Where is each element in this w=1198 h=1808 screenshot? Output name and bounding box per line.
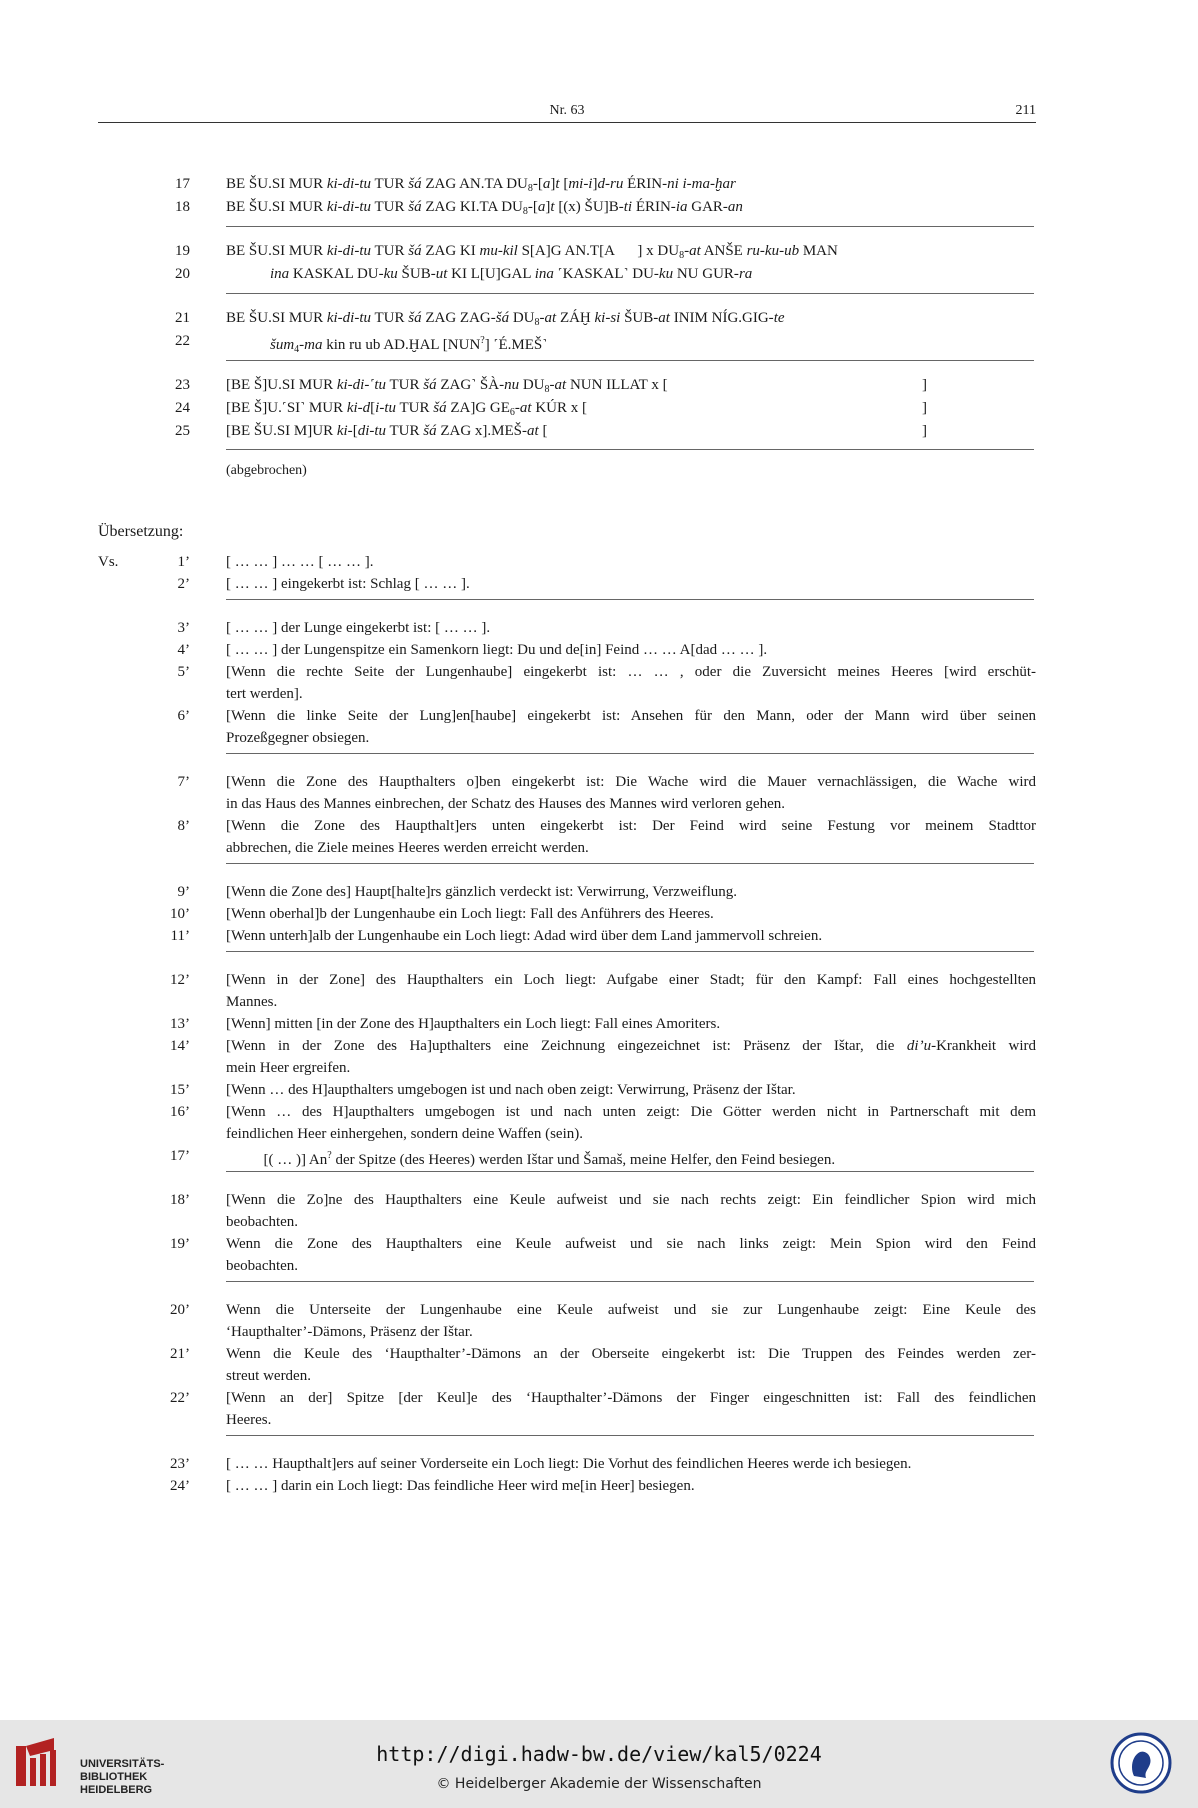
translation-line-number: 19’ <box>170 1236 190 1252</box>
translation-line: [Wenn die rechte Seite der Lungenhaube] eingekerbt ist: … … , oder die Zuversicht meines Heeres [wird erschüt- <box>226 664 1036 680</box>
translation-line: [ … … Haupthalt]ers auf seiner Vorderseite ein Loch liegt: Die Vorhut des feindlichen Heeres werde ich besiegen. <box>226 1456 912 1472</box>
translation-line-number: 15’ <box>170 1082 190 1098</box>
translation-line: [Wenn die Zo]ne des Haupthalters eine Keule aufweist und sie nach rechts zeigt: Ein feindlicher Spion wird mich <box>226 1192 1036 1208</box>
translation-line: Wenn die Unterseite der Lungenhaube eine Keule aufweist und sie zur Lungenhaube zeigt: Eine Keule des <box>226 1302 1036 1318</box>
transliteration-line: BE ŠU.SI MUR ki-di-tu TUR šá ZAG KI mu-kil S[A]G AN.T[A ] x $DU_8-at$ ANŠE ru-ku-ub MAN <box>226 243 838 261</box>
translation-line-number: 18’ <box>170 1192 190 1208</box>
translation-line: [Wenn in der Zone] des Haupthalters ein Loch liegt: Aufgabe einer Stadt; für den Kampf: Fall eines hochgestellten <box>226 972 1036 988</box>
translation-line: tert werden]. <box>226 686 303 702</box>
academy-seal-icon <box>1110 1732 1172 1794</box>
translation-line-number: 22’ <box>170 1390 190 1406</box>
translation-line: [ … … ] darin ein Loch liegt: Das feindliche Heer wird me[in Heer] besiegen. <box>226 1478 695 1494</box>
translation-line-number: 14’ <box>170 1038 190 1054</box>
translation-line: [ … … ] der Lunge eingekerbt ist: [ … … ]. <box>226 620 491 636</box>
section-title: Übersetzung: <box>98 523 184 540</box>
translation-line-number: 20’ <box>170 1302 190 1318</box>
transliteration-line: šum$_4$-ma kin ru ub AD.ḪAL [NUN?] ˹É.MEŠ˺ <box>270 335 548 355</box>
translation-line: beobachten. <box>226 1214 299 1230</box>
translation-line-number: 6’ <box>177 708 190 724</box>
line-number: 24 <box>175 400 190 416</box>
translation-line: [Wenn unterh]alb der Lungenhaube ein Loch liegt: Adad wird über dem Land jammervoll schreien. <box>226 928 823 944</box>
page-number: 211 <box>1015 103 1036 118</box>
line-number: 21 <box>175 310 190 326</box>
translation-line-number: 1’ <box>177 554 190 570</box>
translation-line: Prozeßgegner obsiegen. <box>226 730 370 746</box>
section-divider <box>226 449 1034 450</box>
transliteration-line: [BE Š]U.SI MUR ki-di-˹tu TUR šá ZAG˺ ŠÀ-nu $DU_8-at$ NUN ILLAT x [ <box>226 377 668 395</box>
translation-line: [Wenn die Zone des Haupthalters o]ben eingekerbt ist: Die Wache wird die Mauer vernachlässigen, die Wache wird <box>226 774 1036 790</box>
transliteration-line: [BE Š]U.˹SI˺ MUR ki-d[i-tu TUR šá ZA]G $GE_6-at$ KÚR x [ <box>226 400 588 418</box>
line-number: 22 <box>175 333 190 349</box>
translation-line: [Wenn … des H]aupthalters umgebogen ist und nach oben zeigt: Verwirrung, Präsenz der Ištar. <box>226 1082 796 1098</box>
section-divider <box>226 1281 1034 1282</box>
translation-line-number: 12’ <box>170 972 190 988</box>
translation-line-number: 3’ <box>177 620 190 636</box>
translation-line: mein Heer ergreifen. <box>226 1060 351 1076</box>
transliteration-line: BE ŠU.SI MUR ki-di-tu TUR šá ZAG AN.TA $DU_8-[a]t$ [mi-i]d-ru ÉRIN-ni i-ma-ḫar <box>226 176 736 194</box>
closing-bracket: ] <box>922 377 927 393</box>
translation-line: [ … … ] eingekerbt ist: Schlag [ … … ]. <box>226 576 470 592</box>
running-header <box>98 103 1036 123</box>
line-number: 19 <box>175 243 190 259</box>
translation-line: [Wenn] mitten [in der Zone des H]aupthalters ein Loch liegt: Fall eines Amoriters. <box>226 1016 721 1032</box>
translation-line: [Wenn die Zone des Haupthalt]ers unten eingekerbt ist: Der Feind wird seine Festung vor meinem Stadttor <box>226 818 1036 834</box>
translation-line-number: 21’ <box>170 1346 190 1362</box>
translation-line-number: 10’ <box>170 906 190 922</box>
side-label: Vs. <box>98 554 119 570</box>
translation-line: abbrechen, die Ziele meines Heeres werden erreicht werden. <box>226 840 589 856</box>
translation-line-number: 24’ <box>170 1478 190 1494</box>
translation-line: Wenn die Zone des Haupthalters eine Keule aufweist und sie nach links zeigt: Mein Spion wird den Feind <box>226 1236 1036 1252</box>
translation-line: ‘Haupthalter’-Dämons, Präsenz der Ištar. <box>226 1324 473 1340</box>
line-number: 25 <box>175 423 190 439</box>
translation-line: Wenn die Keule des ‘Haupthalter’-Dämons an der Oberseite eingekerbt ist: Die Truppen des Feindes werden zer- <box>226 1346 1036 1362</box>
line-number: 18 <box>175 199 190 215</box>
translation-line: Mannes. <box>226 994 278 1010</box>
closing-bracket: ] <box>922 400 927 416</box>
line-number: 20 <box>175 266 190 282</box>
translation-line-number: 13’ <box>170 1016 190 1032</box>
transliteration-line: ina KASKAL DU-ku ŠUB-ut KI L[U]GAL ina ˹KASKAL˺ DU-ku NU GUR-ra <box>270 266 753 282</box>
translation-line: [Wenn die linke Seite der Lung]en[haube] eingekerbt ist: Ansehen für den Mann, oder der Mann wird über seinen <box>226 708 1036 724</box>
translation-line: [Wenn in der Zone des Ha]upthalters eine Zeichnung eingezeichnet ist: Präsenz der Ištar, die di’u-Krankheit wird <box>226 1038 1037 1054</box>
section-divider <box>226 863 1034 864</box>
abgebrochen-note: (abgebrochen) <box>226 463 307 478</box>
copyright-notice: © Heidelberger Akademie der Wissenschaften <box>436 1776 762 1792</box>
closing-bracket: ] <box>922 423 927 439</box>
translation-line: beobachten. <box>226 1258 299 1274</box>
translation-line-number: 11’ <box>170 928 190 944</box>
translation-line: in das Haus des Mannes einbrechen, der Schatz des Hauses des Mannes wird verloren gehen. <box>226 796 785 812</box>
library-name: UNIVERSITÄTS- BIBLIOTHEK HEIDELBERG <box>80 1758 165 1796</box>
translation-line-number: 16’ <box>170 1104 190 1120</box>
transliteration-line: [BE ŠU.SI M]UR ki-[di-tu TUR šá ZAG x].MEŠ-at [ <box>226 423 548 439</box>
transliteration-line: BE ŠU.SI MUR ki-di-tu TUR šá ZAG KI.TA $DU_8-[a]t$ [(x) ŠU]B-ti ÉRIN-ia GAR-an <box>226 199 743 217</box>
translation-line-number: 8’ <box>177 818 190 834</box>
translation-line: Heeres. <box>226 1412 272 1428</box>
translation-line: [Wenn die Zone des] Haupt[halte]rs gänzlich verdeckt ist: Verwirrung, Verzweiflung. <box>226 884 737 900</box>
translation-line-number: 5’ <box>177 664 190 680</box>
translation-line: [Wenn an der] Spitze [der Keul]e des ‘Haupthalter’-Dämons der Finger eingeschnitten ist: Fall des feindlichen <box>226 1390 1036 1406</box>
translation-line-number: 2’ <box>177 576 190 592</box>
footer-bar <box>0 1720 1198 1808</box>
translation-line: [ … … ] … … [ … … ]. <box>226 554 374 570</box>
line-number: 23 <box>175 377 190 393</box>
transliteration-line: BE ŠU.SI MUR ki-di-tu TUR šá ZAG ZAG-šá $DU_8-at$ ZÁḪ ki-si ŠUB-at INIM NÍG.GIG-te <box>226 310 785 328</box>
translation-line-number: 9’ <box>177 884 190 900</box>
section-divider <box>226 293 1034 294</box>
header-title: Nr. 63 <box>549 103 585 118</box>
permalink-url[interactable]: http://digi.hadw-bw.de/view/kal5/0224 <box>376 1742 822 1766</box>
translation-line: feindlichen Heer einhergehen, sondern deine Waffen (sein). <box>226 1126 583 1142</box>
translation-line: streut werden. <box>226 1368 311 1384</box>
translation-line: [Wenn oberhal]b der Lungenhaube ein Loch liegt: Fall des Anführers des Heeres. <box>226 906 714 922</box>
translation-line-number: 7’ <box>177 774 190 790</box>
section-divider <box>226 360 1034 361</box>
section-divider <box>226 599 1034 600</box>
translation-line-number: 17’ <box>170 1148 190 1164</box>
section-divider <box>226 951 1034 952</box>
translation-line: [( … )] An? der Spitze (des Heeres) werden Ištar und Šamaš, meine Helfer, den Feind besiegen. <box>226 1150 836 1168</box>
header-rule <box>98 122 1036 123</box>
section-divider <box>226 1435 1034 1436</box>
translation-line: [ … … ] der Lungenspitze ein Samenkorn liegt: Du und de[in] Feind … … A[dad … … ]. <box>226 642 768 658</box>
translation-line-number: 23’ <box>170 1456 190 1472</box>
section-divider <box>226 753 1034 754</box>
section-divider <box>226 226 1034 227</box>
line-number: 17 <box>175 176 190 192</box>
translation-line-number: 4’ <box>177 642 190 658</box>
translation-line: [Wenn … des H]aupthalters umgebogen ist und nach unten zeigt: Die Götter werden nicht in Partnerschaft mit dem <box>226 1104 1036 1120</box>
section-divider <box>226 1171 1034 1172</box>
